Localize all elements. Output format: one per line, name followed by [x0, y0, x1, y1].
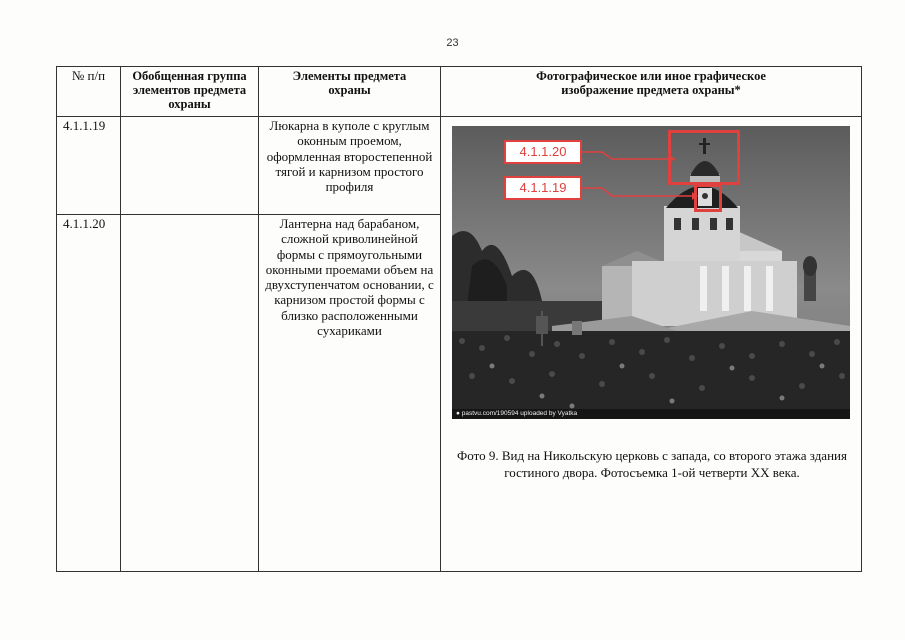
page-number: 23: [446, 37, 459, 49]
table-header-row: [57, 67, 862, 117]
header-elements: Элементы предмета охраны: [259, 67, 441, 117]
header-image: Фотографическое или иное графическое изображение предмета охраны*: [441, 67, 862, 117]
photo-caption: Фото 9. Вид на Никольскую церковь с запада, со второго этажа здания гостиного двора. Фотосъемка 1-ой четверти XX века.: [457, 448, 847, 480]
table-row: [57, 117, 862, 215]
photo-watermark: ● pastvu.com/190594 uploaded by Vyatka: [456, 410, 578, 417]
callout-label-4-1-1-19: 4.1.1.19: [504, 176, 582, 200]
header-number: № п/п: [57, 67, 121, 117]
row-group: [121, 117, 259, 215]
church-photo: [452, 126, 850, 419]
row-element-description: Люкарна в куполе с круглым оконным проемом, оформленная второстепенной тягой и карнизом простого профиля: [259, 117, 441, 215]
photo-cell: [441, 117, 862, 572]
header-group: Обобщенная группа элементов предмета охраны: [121, 67, 259, 117]
protection-table: [56, 66, 862, 572]
callout-label-4-1-1-20: 4.1.1.20: [504, 140, 582, 164]
watermark-icon: ●: [456, 410, 460, 417]
row-number: 4.1.1.20: [57, 215, 121, 572]
callout-leader-lines: [452, 126, 850, 419]
row-number: 4.1.1.19: [57, 117, 121, 215]
row-element-description: Лантерна над барабаном, сложной криволинейной формы с прямоугольными оконными проемами объем на двухступенчатом основании, с карнизом простой формы с близко расположенными сухариками: [259, 215, 441, 572]
row-group: [121, 215, 259, 572]
